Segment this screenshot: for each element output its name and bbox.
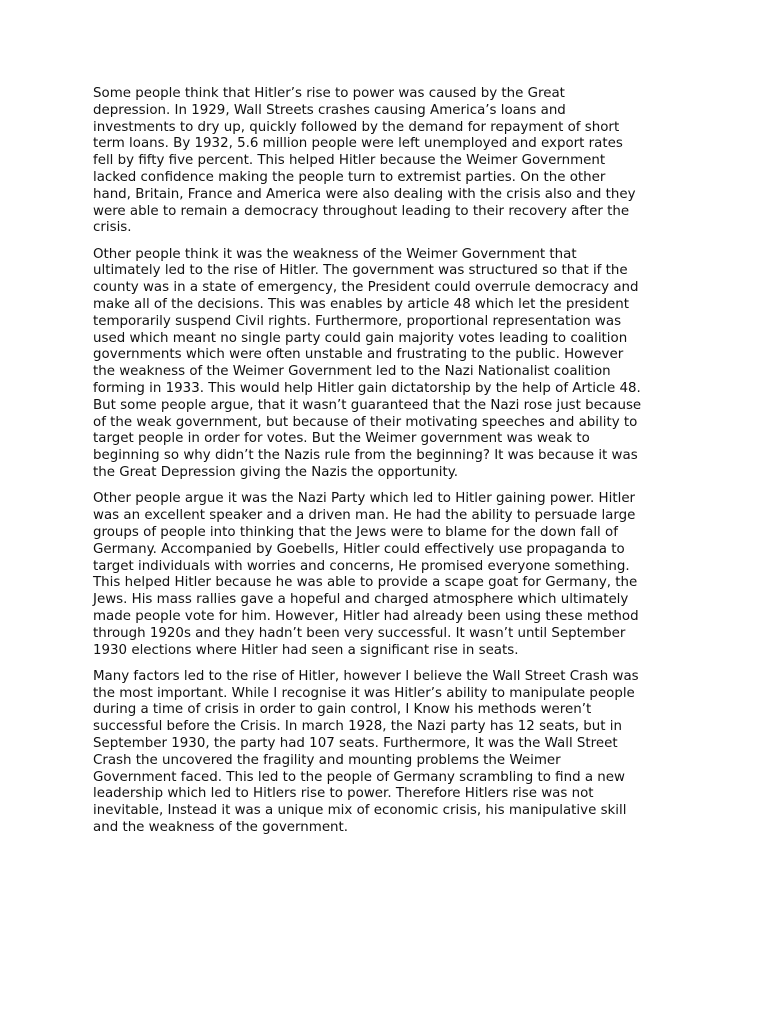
paragraph-weimer-weakness: Other people think it was the weakness of the Weimer Government that ultimately led to the rise of Hitler. The government was structured so that if the county was in a state of emergency, the President could overrule democracy and make all of the decisions. This was enables by article 48 which let the president temporarily suspend Civil rights. Furthermore, proportional representation was used which meant no single party could gain majority votes leading to coalition governments which were often unstable and frustrating to the public. However the weakness of the Weimer Government led to the Nazi Nationalist coalition forming in 1933. This would help Hitler gain dictatorship by the help of Article 48. But some people argue, that it wasn’t guaranteed that the Nazi rose just because of the weak government, but because of their motivating speeches and ability to target people in order for votes. But the Weimer government was weak to beginning so why didn’t the Nazis rule from the beginning? It was because it was the Great Depression giving the Nazis the opportunity. [93,246,642,481]
paragraph-conclusion: Many factors led to the rise of Hitler, however I believe the Wall Street Crash was the most important. While I recognise it was Hitler’s ability to manipulate people during a time of crisis in order to gain control, I Know his methods weren’t successful before the Crisis. In march 1928, the Nazi party has 12 seats, but in September 1930, the party had 107 seats. Furthermore, It was the Wall Street Crash the uncovered the fragility and mounting problems the Weimer Government faced. This led to the people of Germany scrambling to find a new leadership which led to Hitlers rise to power. Therefore Hitlers rise was not inevitable, Instead it was a unique mix of economic crisis, his manipulative skill and the weakness of the government. [93,668,639,835]
paragraph-great-depression: Some people think that Hitler’s rise to power was caused by the Great depression. In 1929, Wall Streets crashes causing America’s loans and investments to dry up, quickly followed by the demand for repayment of short term loans. By 1932, 5.6 million people were left unemployed and export rates fell by fifty five percent. This helped Hitler because the Weimer Government lacked confidence making the people turn to extremist parties. On the other hand, Britain, France and America were also dealing with the crisis also and they were able to remain a democracy throughout leading to their recovery after the crisis. [93,86,636,236]
document-page [93,86,683,846]
paragraph-nazi-party: Other people argue it was the Nazi Party which led to Hitler gaining power. Hitler was an excellent speaker and a driven man. He had the ability to persuade large groups of people into thinking that the Jews were to blame for the down fall of Germany. Accompanied by Goebells, Hitler could effectively use propaganda to target individuals with worries and concerns, He promised everyone something. This helped Hitler because he was able to provide a scape goat for Germany, the Jews. His mass rallies gave a hopeful and charged atmosphere which ultimately made people vote for him. However, Hitler had already been using these method through 1920s and they hadn’t been very successful. It wasn’t until September 1930 elections where Hitler had seen a significant rise in seats. [93,491,639,658]
